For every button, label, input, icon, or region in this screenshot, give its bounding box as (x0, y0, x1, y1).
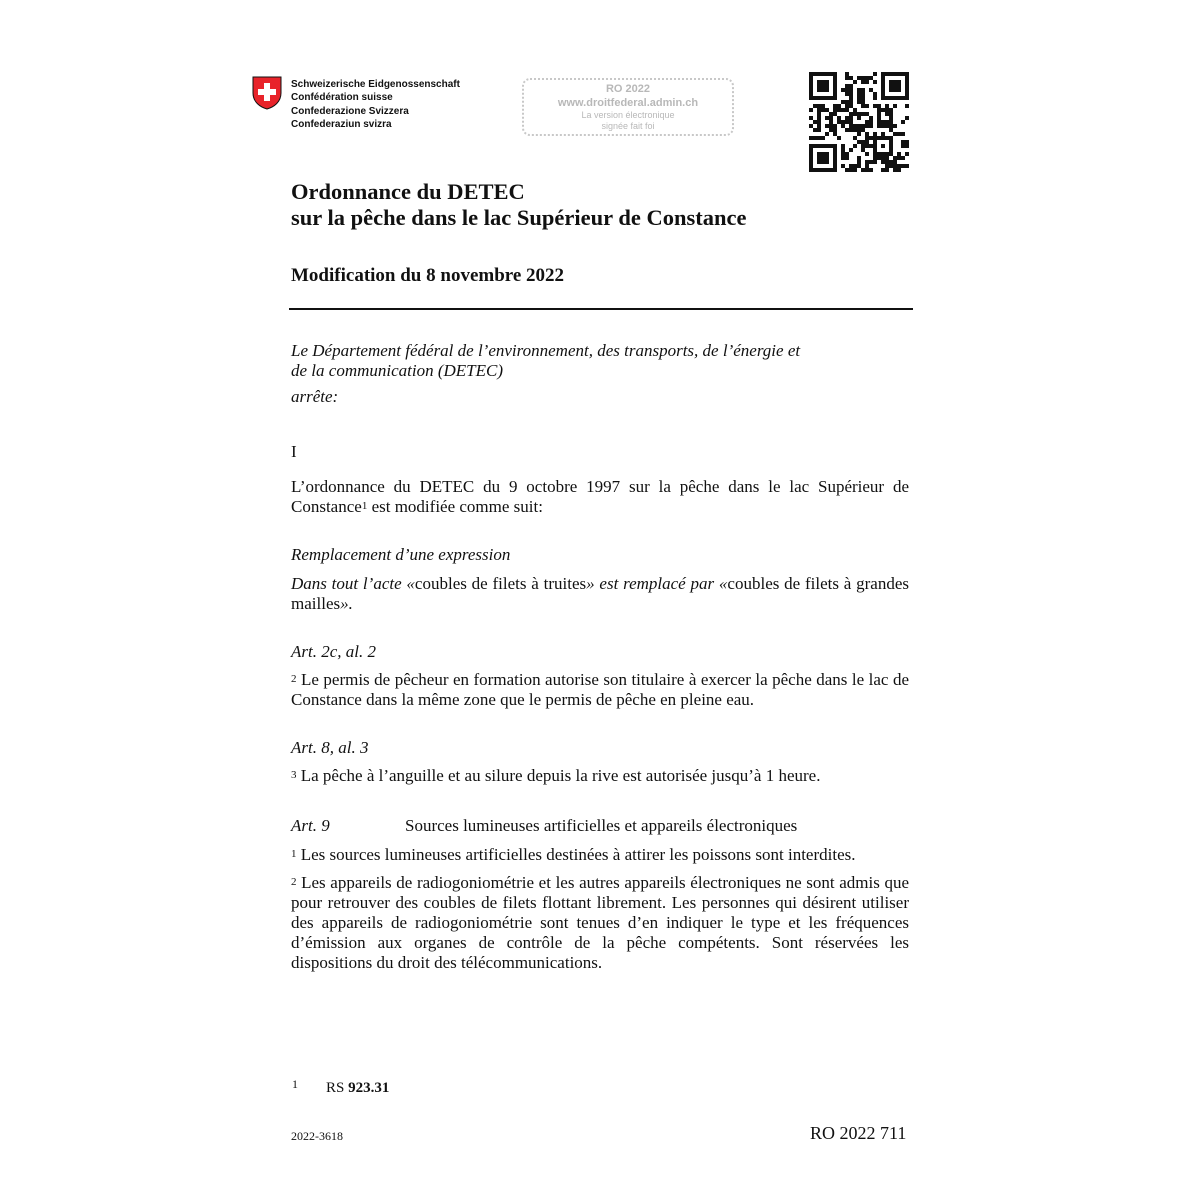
confederation-name-rm: Confederaziun svizra (291, 118, 392, 130)
replacement-paragraph (291, 574, 909, 614)
confederation-names (291, 78, 460, 131)
replacement-mid: » est remplacé par « (586, 574, 728, 593)
art-2c-heading: Art. 2c, al. 2 (291, 642, 376, 661)
art-9-heading (291, 816, 909, 836)
art-9-title: Sources lumineuses artificielles et appareils électroniques (405, 816, 798, 835)
art-8-al-number: 3 (291, 769, 297, 781)
footnote-mark: 1 (292, 1077, 298, 1091)
section-intro-end: est modifiée comme suit: (367, 497, 543, 516)
stamp-website: www.droitfederal.admin.ch (557, 97, 699, 109)
art-8-paragraph (291, 766, 909, 786)
section-numeral: I (291, 442, 297, 461)
page-title (291, 179, 746, 231)
art-2c-al-number: 2 (291, 673, 297, 685)
stamp-note-line1: La version électronique (581, 110, 675, 120)
replacement-old-term: coubles de filets à truites (414, 574, 587, 593)
ro-reference: RO 2022 711 (810, 1123, 907, 1143)
stamp-ro-year: RO 2022 (605, 83, 651, 95)
confederation-name-de: Schweizerische Eidgenossenschaft (291, 79, 460, 90)
title-line-1: Ordonnance du DETEC (291, 179, 525, 204)
footnote-rs-number: 923.31 (348, 1080, 390, 1096)
art-9-al-1-number: 1 (291, 848, 297, 860)
confederation-name-fr: Confédération suisse (291, 92, 393, 104)
title-divider (289, 308, 913, 310)
preamble-decree: arrête: (291, 387, 339, 406)
confederation-name-it: Confederazione Svizzera (291, 105, 409, 117)
replacement-end: ». (340, 594, 353, 613)
title-line-2: sur la pêche dans le lac Supérieur de Constance (291, 205, 747, 230)
official-version-stamp (522, 78, 734, 136)
art-9-label: Art. 9 (291, 816, 330, 835)
art-9-al-2 (291, 873, 909, 973)
section-intro-text: L’ordonnance du DETEC du 9 octobre 1997 sur la pêche dans le lac Supérieur de Constance (291, 477, 909, 516)
art-8-heading: Art. 8, al. 3 (291, 738, 369, 757)
swiss-coat-of-arms-icon (252, 76, 282, 110)
replacement-new-term: coubles de filets à grandes mailles (291, 574, 909, 613)
art-9-al-2-text: Les appareils de radiogoniométrie et les autres appareils électroniques ne sont admis que pour retrouver des coubles de filets flottant librement. Les personnes qui désirent utiliser des appareils de radiogoniométrie sont tenues d’en indiquer le type et les fréquences d’émission aux organes de contrôle de la pêche compétents. Sont réservées les dispositions du droit des télécommunications. (291, 873, 909, 972)
footnote-prefix: RS (326, 1080, 349, 1096)
document-number: 2022-3618 (291, 1129, 343, 1143)
art-2c-text: Le permis de pêcheur en formation autorise son titulaire à exercer la pêche dans le lac de Constance dans la même zone que le permis de pêche en pleine eau. (291, 670, 909, 709)
section-intro (291, 477, 909, 517)
footnote-ref: 1 (361, 500, 368, 512)
replacement-lead: Dans tout l’acte « (291, 574, 415, 593)
art-9-al-1-text: Les sources lumineuses artificielles destinées à attirer les poissons sont interdites. (296, 845, 856, 864)
replacement-heading: Remplacement d’une expression (291, 545, 511, 564)
preamble (291, 341, 909, 407)
art-8-text: La pêche à l’anguille et au silure depuis la rive est autorisée jusqu’à 1 heure. (296, 766, 821, 785)
footnote-text (326, 1080, 389, 1097)
preamble-line-2: de la communication (DETEC) (291, 361, 503, 380)
art-9-al-2-number: 2 (291, 876, 297, 888)
modification-date: Modification du 8 novembre 2022 (291, 265, 565, 286)
stamp-note-line2: signée fait foi (601, 121, 655, 131)
art-9-al-1 (291, 845, 909, 865)
preamble-line-1: Le Département fédéral de l’environnement, des transports, de l’énergie et (291, 341, 801, 360)
art-2c-paragraph (291, 670, 909, 710)
qr-code (809, 72, 909, 172)
